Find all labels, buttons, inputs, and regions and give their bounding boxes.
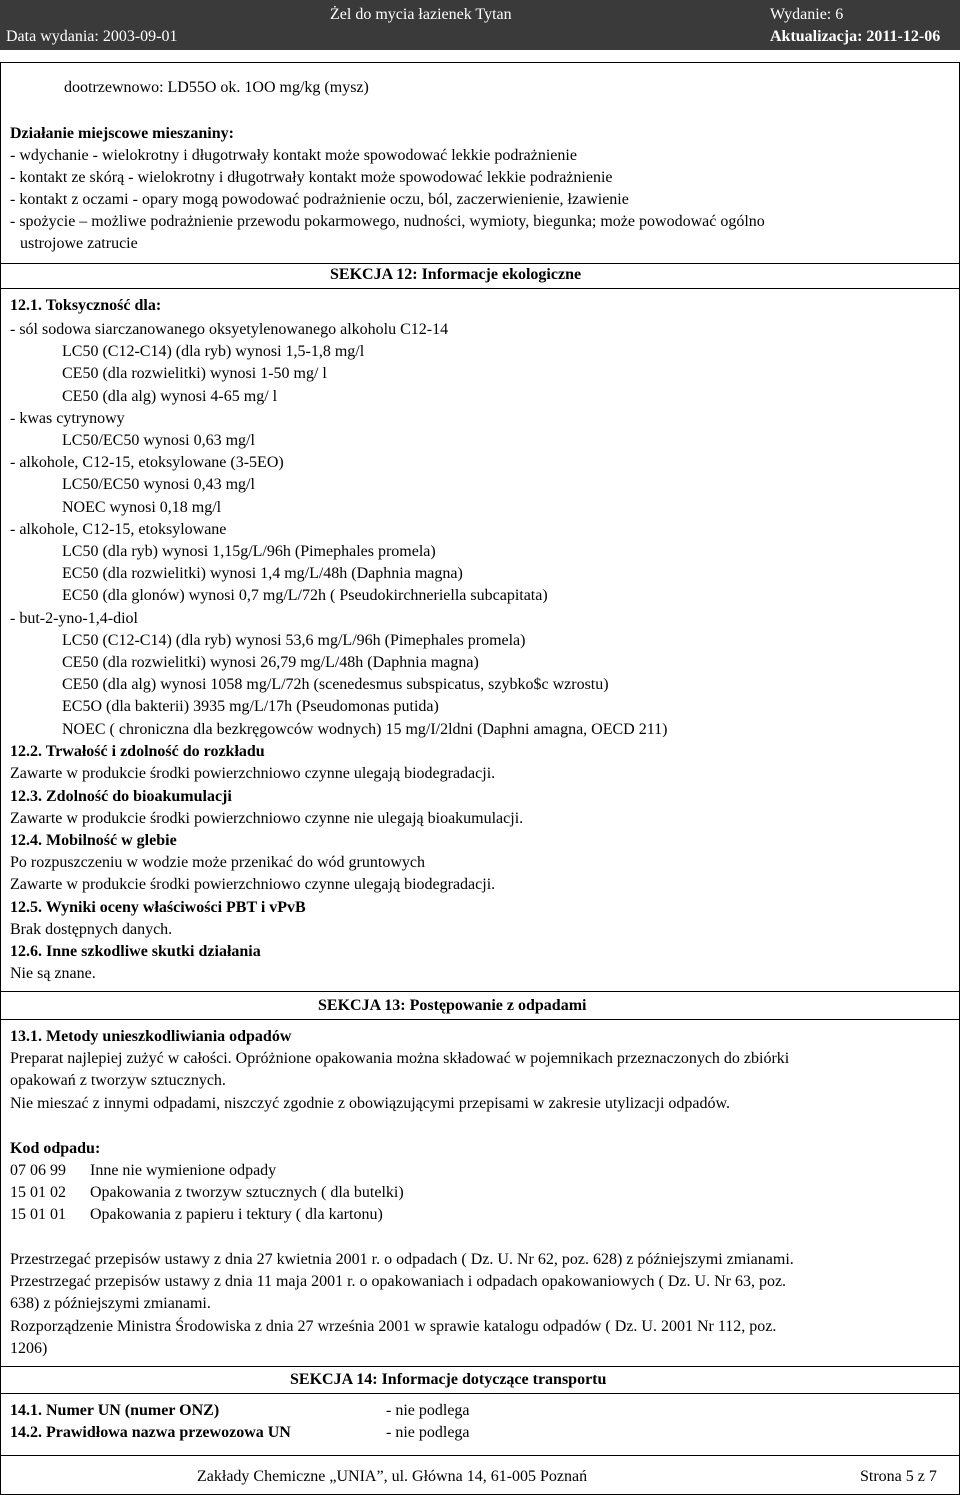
subsection-text: Zawarte w produkcie środki powierzchniowo czynne ulegają biodegradacji. xyxy=(10,765,496,782)
toxicity-substance: - sól sodowa siarczanowanego oksyetylenowanego alkoholu C12-14 xyxy=(10,321,449,338)
toxicity-value: CE50 (dla alg) wynosi 4-65 mg/ l xyxy=(62,388,278,405)
toxicity-substance: - alkohole, C12-15, etoksylowane (3-5EO) xyxy=(10,454,284,471)
subsection-heading: 12.6. Inne szkodliwe skutki działania xyxy=(10,943,261,960)
regulation: Przestrzegać przepisów ustawy z dnia 27 kwietnia 2001 r. o odpadach ( Dz. U. Nr 62, poz. 628) z późniejszymi zmianami. xyxy=(10,1251,794,1268)
toxicity-substance: - kwas cytrynowy xyxy=(10,410,125,427)
edition: Wydanie: 6 xyxy=(770,6,844,23)
regulation: 1206) xyxy=(10,1340,48,1357)
toxicity-heading: 12.1. Toksyczność dla: xyxy=(10,297,162,314)
regulation: Rozporządzenie Ministra Środowiska z dnia 27 września 2001 w sprawie katalogu odpadów ( Dz. U. 2001 Nr 112, poz. xyxy=(10,1318,777,1335)
subsection-text: Zawarte w produkcie środki powierzchniowo czynne ulegają biodegradacji. xyxy=(10,876,496,893)
toxicity-value: NOEC ( chroniczna dla bezkręgowców wodnych) 15 mg/I/2ldni (Daphni amagna, OECD 211) xyxy=(62,721,668,738)
transport-label: 14.2. Prawidłowa nazwa przewozowa UN xyxy=(10,1424,291,1441)
section-divider xyxy=(0,1393,960,1394)
transport-value: - nie podlega xyxy=(386,1402,470,1419)
local-effects-title: Działanie miejscowe mieszaniny: xyxy=(10,125,234,142)
toxicity-value: CE50 (dla alg) wynosi 1058 mg/L/72h (scenedesmus subspicatus, szybko$c wzrostu) xyxy=(62,676,609,693)
section-divider xyxy=(0,1019,960,1020)
transport-label: 14.1. Numer UN (numer ONZ) xyxy=(10,1402,220,1419)
footer-frame-left xyxy=(0,1455,1,1495)
waste-code-title: Kod odpadu: xyxy=(10,1140,101,1157)
toxicity-value: LC50/EC50 wynosi 0,63 mg/l xyxy=(62,432,255,449)
regulation: Przestrzegać przepisów ustawy z dnia 11 maja 2001 r. o opakowaniach i odpadach opakowaniowych ( Dz. U. Nr 63, poz. xyxy=(10,1273,787,1290)
section-divider xyxy=(0,991,960,992)
section-divider xyxy=(0,288,960,289)
local-line: - spożycie – możliwe podrażnienie przewodu pokarmowego, nudności, wymioty, biegunka; może powodować ogólno xyxy=(10,213,765,230)
subsection-heading: 12.5. Wyniki oceny właściwości PBT i vPvB xyxy=(10,899,306,916)
toxicity-value: LC50 (C12-C14) (dla ryb) wynosi 1,5-1,8 mg/l xyxy=(62,343,365,360)
waste-code: 15 01 02 xyxy=(10,1184,66,1201)
waste-code: 07 06 99 xyxy=(10,1162,66,1179)
subsection-heading: 13.1. Metody unieszkodliwiania odpadów xyxy=(10,1028,292,1045)
subsection-text: Brak dostępnych danych. xyxy=(10,921,173,938)
header-bar xyxy=(0,0,960,50)
toxicity-value: LC50/EC50 wynosi 0,43 mg/l xyxy=(62,476,255,493)
toxicity-value: LC50 (dla ryb) wynosi 1,15g/L/96h (Pimephales promela) xyxy=(62,543,436,560)
issue-date: Data wydania: 2003-09-01 xyxy=(6,28,178,45)
subsection-text: Zawarte w produkcie środki powierzchniowo czynne nie ulegają bioakumulacji. xyxy=(10,810,524,827)
toxicity-value: LC50 (C12-C14) (dla ryb) wynosi 53,6 mg/L/96h (Pimephales promela) xyxy=(62,632,526,649)
footer-page: Strona 5 z 7 xyxy=(860,1468,937,1485)
oral-toxicity: dootrzewnowo: LD55O ok. 1OO mg/kg (mysz) xyxy=(64,79,369,96)
toxicity-value: CE50 (dla rozwielitki) wynosi 26,79 mg/L/48h (Daphnia magna) xyxy=(62,654,479,671)
update-date: Aktualizacja: 2011-12-06 xyxy=(770,28,941,45)
toxicity-substance: - alkohole, C12-15, etoksylowane xyxy=(10,521,227,538)
transport-value: - nie podlega xyxy=(386,1424,470,1441)
product-name: Żel do mycia łazienek Tytan xyxy=(330,6,512,23)
paragraph: Nie mieszać z innymi odpadami, niszczyć zgodnie z obowiązującymi przepisami w zakresie utylizacji odpadów. xyxy=(10,1095,731,1112)
waste-code: 15 01 01 xyxy=(10,1206,66,1223)
paragraph: Preparat najlepiej zużyć w całości. Opróżnione opakowania można składować w pojemnikach przeznaczonych do zbiórki xyxy=(10,1050,790,1067)
local-line: - wdychanie - wielokrotny i długotrwały kontakt może spowodować lekkie podrażnienie xyxy=(10,147,577,164)
section-13-title: SEKCJA 13: Postępowanie z odpadami xyxy=(318,997,587,1014)
local-line: - kontakt ze skórą - wielokrotny i długotrwały kontakt może spowodować lekkie podrażnienie xyxy=(10,169,613,186)
frame-top xyxy=(0,62,960,63)
local-line: - kontakt z oczami - opary mogą powodować podrażnienie oczu, ból, zaczerwienienie, łzawienie xyxy=(10,191,629,208)
subsection-text: Po rozpuszczeniu w wodzie może przenikać do wód gruntowych xyxy=(10,854,425,871)
waste-desc: Inne nie wymienione odpady xyxy=(90,1162,277,1179)
waste-desc: Opakowania z tworzyw sztucznych ( dla butelki) xyxy=(90,1184,404,1201)
footer-company: Zakłady Chemiczne „UNIA”, ul. Główna 14, 61-005 Poznań xyxy=(197,1468,588,1485)
section-14-title: SEKCJA 14: Informacje dotyczące transportu xyxy=(290,1371,607,1388)
toxicity-substance: - but-2-yno-1,4-diol xyxy=(10,610,138,627)
waste-desc: Opakowania z papieru i tektury ( dla kartonu) xyxy=(90,1206,383,1223)
section-divider xyxy=(0,1366,960,1367)
subsection-text: Nie są znane. xyxy=(10,965,96,982)
toxicity-value: EC5O (dla bakterii) 3935 mg/L/17h (Pseudomonas putida) xyxy=(62,698,439,715)
paragraph: opakowań z tworzyw sztucznych. xyxy=(10,1072,226,1089)
toxicity-value: EC50 (dla rozwielitki) wynosi 1,4 mg/L/48h (Daphnia magna) xyxy=(62,565,463,582)
frame-left xyxy=(0,62,1,1455)
local-line: ustrojowe zatrucie xyxy=(20,235,138,252)
toxicity-value: CE50 (dla rozwielitki) wynosi 1-50 mg/ l xyxy=(62,365,327,382)
toxicity-value: EC50 (dla glonów) wynosi 0,7 mg/L/72h ( Pseudokirchneriella subcapitata) xyxy=(62,587,548,604)
subsection-heading: 12.4. Mobilność w glebie xyxy=(10,832,177,849)
subsection-heading: 12.3. Zdolność do bioakumulacji xyxy=(10,788,232,805)
toxicity-value: NOEC wynosi 0,18 mg/l xyxy=(62,499,222,516)
section-12-title: SEKCJA 12: Informacje ekologiczne xyxy=(330,266,582,283)
subsection-heading: 12.2. Trwałość i zdolność do rozkładu xyxy=(10,743,265,760)
regulation: 638) z późniejszymi zmianami. xyxy=(10,1295,211,1312)
footer-divider xyxy=(0,1455,960,1456)
